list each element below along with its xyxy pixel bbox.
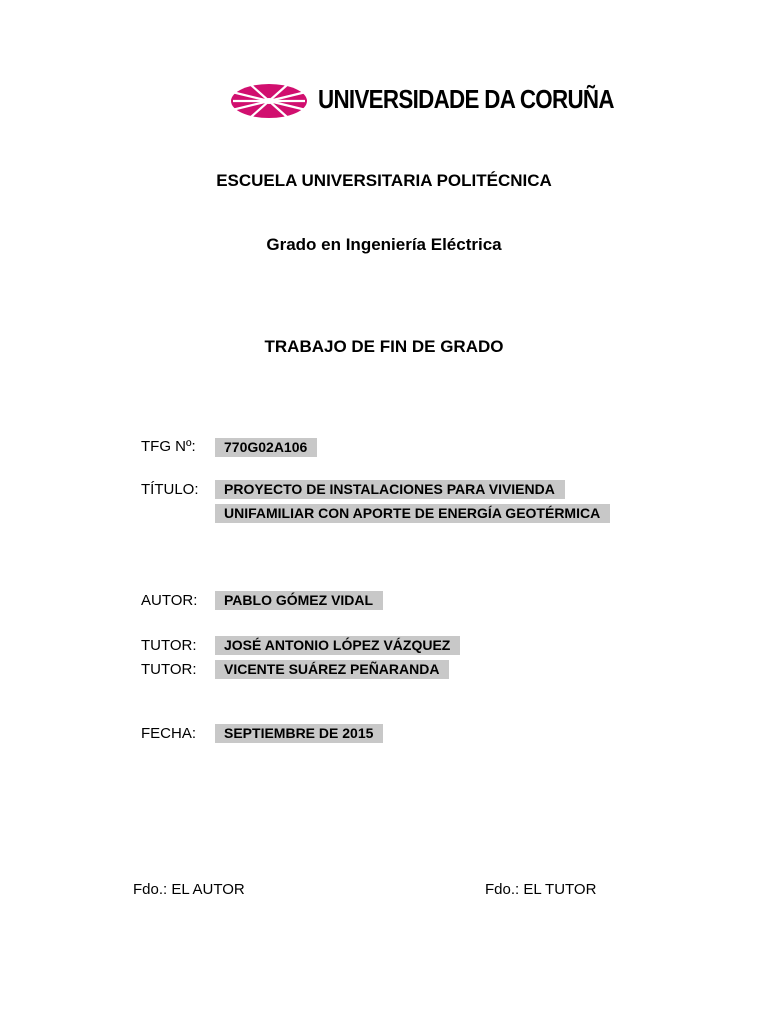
document-type-title: TRABAJO DE FIN DE GRADO — [264, 337, 504, 356]
degree-name: Grado en Ingeniería Eléctrica — [266, 235, 502, 254]
date-value: SEPTIEMBRE DE 2015 — [215, 724, 383, 743]
school-name: ESCUELA UNIVERSITARIA POLITÉCNICA — [216, 171, 552, 190]
tutor-signature-label: Fdo.: EL TUTOR — [485, 881, 597, 898]
university-name: UNIVERSIDADE DA CORUÑA — [318, 84, 614, 114]
tutor-label-1: TUTOR: — [141, 637, 197, 654]
tutor-value-1: JOSÉ ANTONIO LÓPEZ VÁZQUEZ — [215, 636, 460, 655]
author-value: PABLO GÓMEZ VIDAL — [215, 591, 383, 610]
author-signature-label: Fdo.: EL AUTOR — [133, 881, 245, 898]
tfg-number-label: TFG Nº: — [141, 438, 196, 455]
author-label: AUTOR: — [141, 592, 198, 609]
tfg-number-value: 770G02A106 — [215, 438, 317, 457]
title-value-line-2: UNIFAMILIAR CON APORTE DE ENERGÍA GEOTÉRMICA — [215, 504, 610, 523]
tutor-label-2: TUTOR: — [141, 661, 197, 678]
date-label: FECHA: — [141, 725, 197, 742]
udc-logo-icon — [229, 82, 309, 120]
tutor-value-2: VICENTE SUÁREZ PEÑARANDA — [215, 660, 449, 679]
title-label: TÍTULO: — [141, 481, 199, 498]
title-value-line-1: PROYECTO DE INSTALACIONES PARA VIVIENDA — [215, 480, 565, 499]
